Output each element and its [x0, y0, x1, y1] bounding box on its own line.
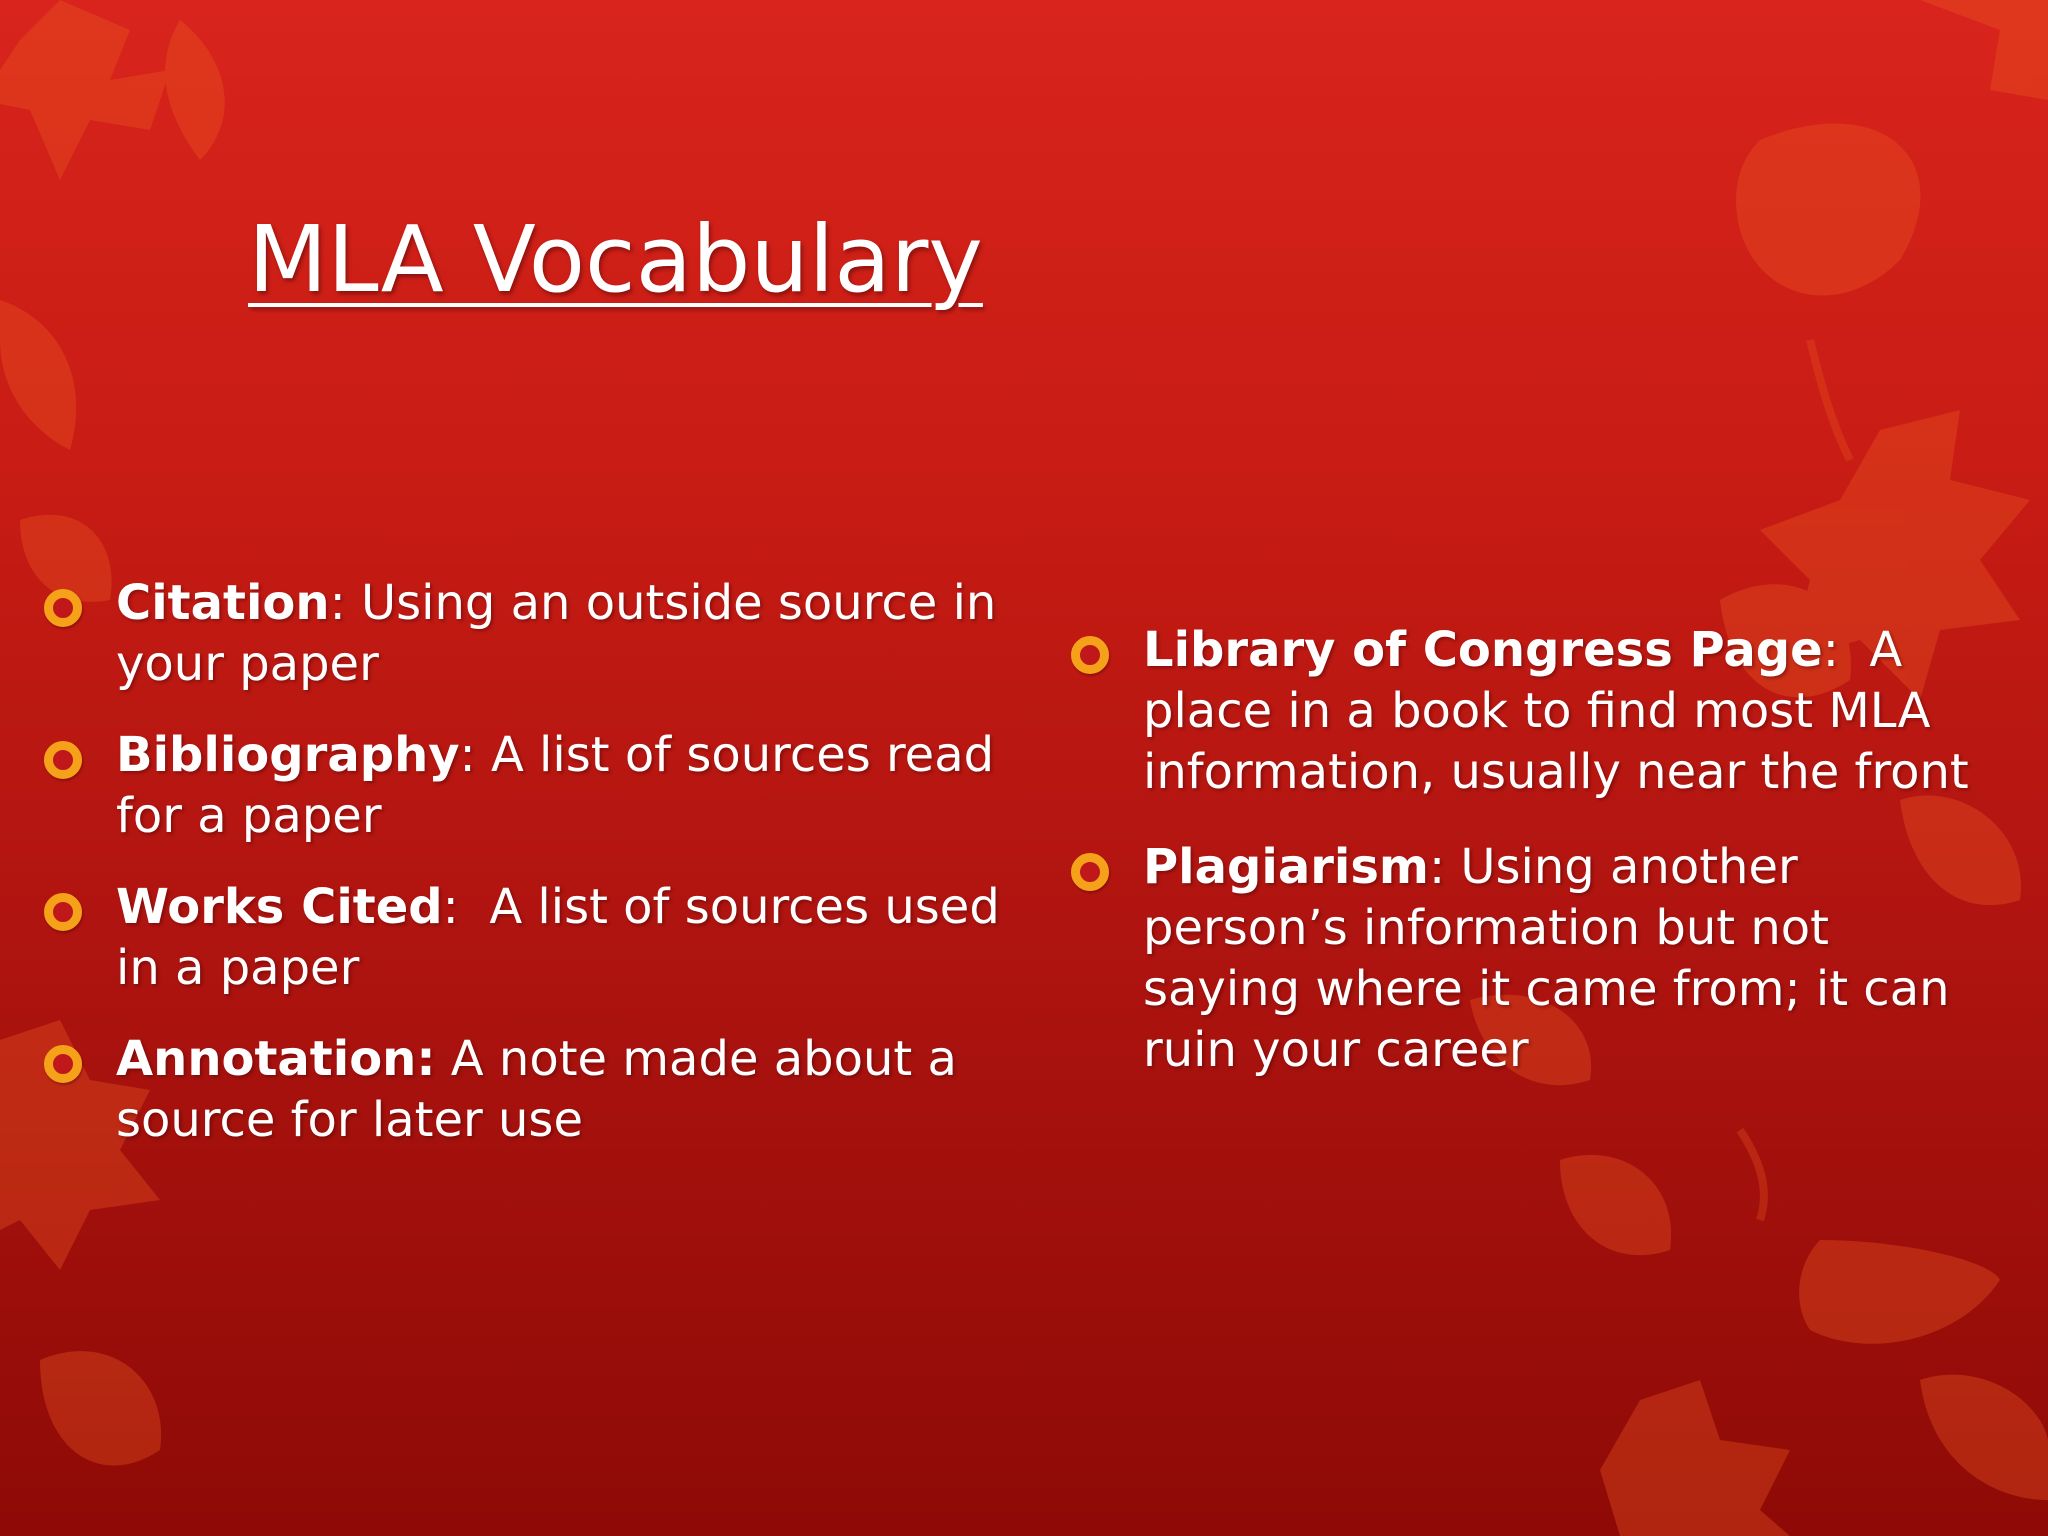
list-item: [40, 877, 1030, 999]
leaf-stem: [1810, 340, 1850, 460]
leaf-shape: [0, 300, 76, 450]
leaf-shape: [165, 20, 225, 160]
bullet-icon: [44, 741, 82, 779]
slide-title: MLA Vocabulary: [248, 206, 983, 313]
bullet-icon: [44, 1045, 82, 1083]
term-label: Citation: [116, 575, 330, 631]
term-label: Works Cited: [116, 879, 443, 935]
leaf-shape: [1736, 123, 1920, 295]
term-definition: : A place in a book to find most MLA information, usually near the front: [1143, 622, 1969, 800]
leaf-shape: [1920, 1375, 2048, 1500]
list-item: [40, 1029, 1030, 1151]
leaf-shape: [1799, 1240, 2000, 1344]
list-item: [40, 725, 1030, 847]
bullet-icon: [44, 893, 82, 931]
term-label: Plagiarism: [1143, 839, 1429, 895]
term-definition: : Using an outside source in your paper: [116, 575, 997, 692]
term-definition: : A list of sources used in a paper: [116, 879, 1016, 996]
term-definition: : A list of sources read for a paper: [116, 727, 995, 844]
bullet-icon: [44, 589, 82, 627]
term-label: Bibliography: [116, 727, 460, 783]
bullet-icon: [1071, 636, 1109, 674]
leaf-shape: [1600, 1380, 1790, 1536]
list-item: [1067, 837, 1987, 1081]
vocabulary-list-right: [1067, 620, 1987, 1115]
leaf-stem: [1740, 1130, 1764, 1220]
term-label: Library of Congress Page: [1143, 622, 1823, 678]
bullet-icon: [1071, 853, 1109, 891]
leaf-shape: [0, 0, 170, 180]
term-definition: : Using another person’s information but not saying where it came from; it can ruin your career: [1143, 839, 1950, 1078]
list-item: [1067, 620, 1987, 803]
list-item: [40, 573, 1030, 695]
vocabulary-list-left: [40, 573, 1030, 1181]
leaf-shape: [1560, 1155, 1671, 1255]
term-definition: A note made about a source for later use: [116, 1031, 957, 1148]
leaf-shape: [1920, 0, 2048, 100]
leaf-shape: [40, 1351, 161, 1465]
term-label: Annotation:: [116, 1031, 436, 1087]
